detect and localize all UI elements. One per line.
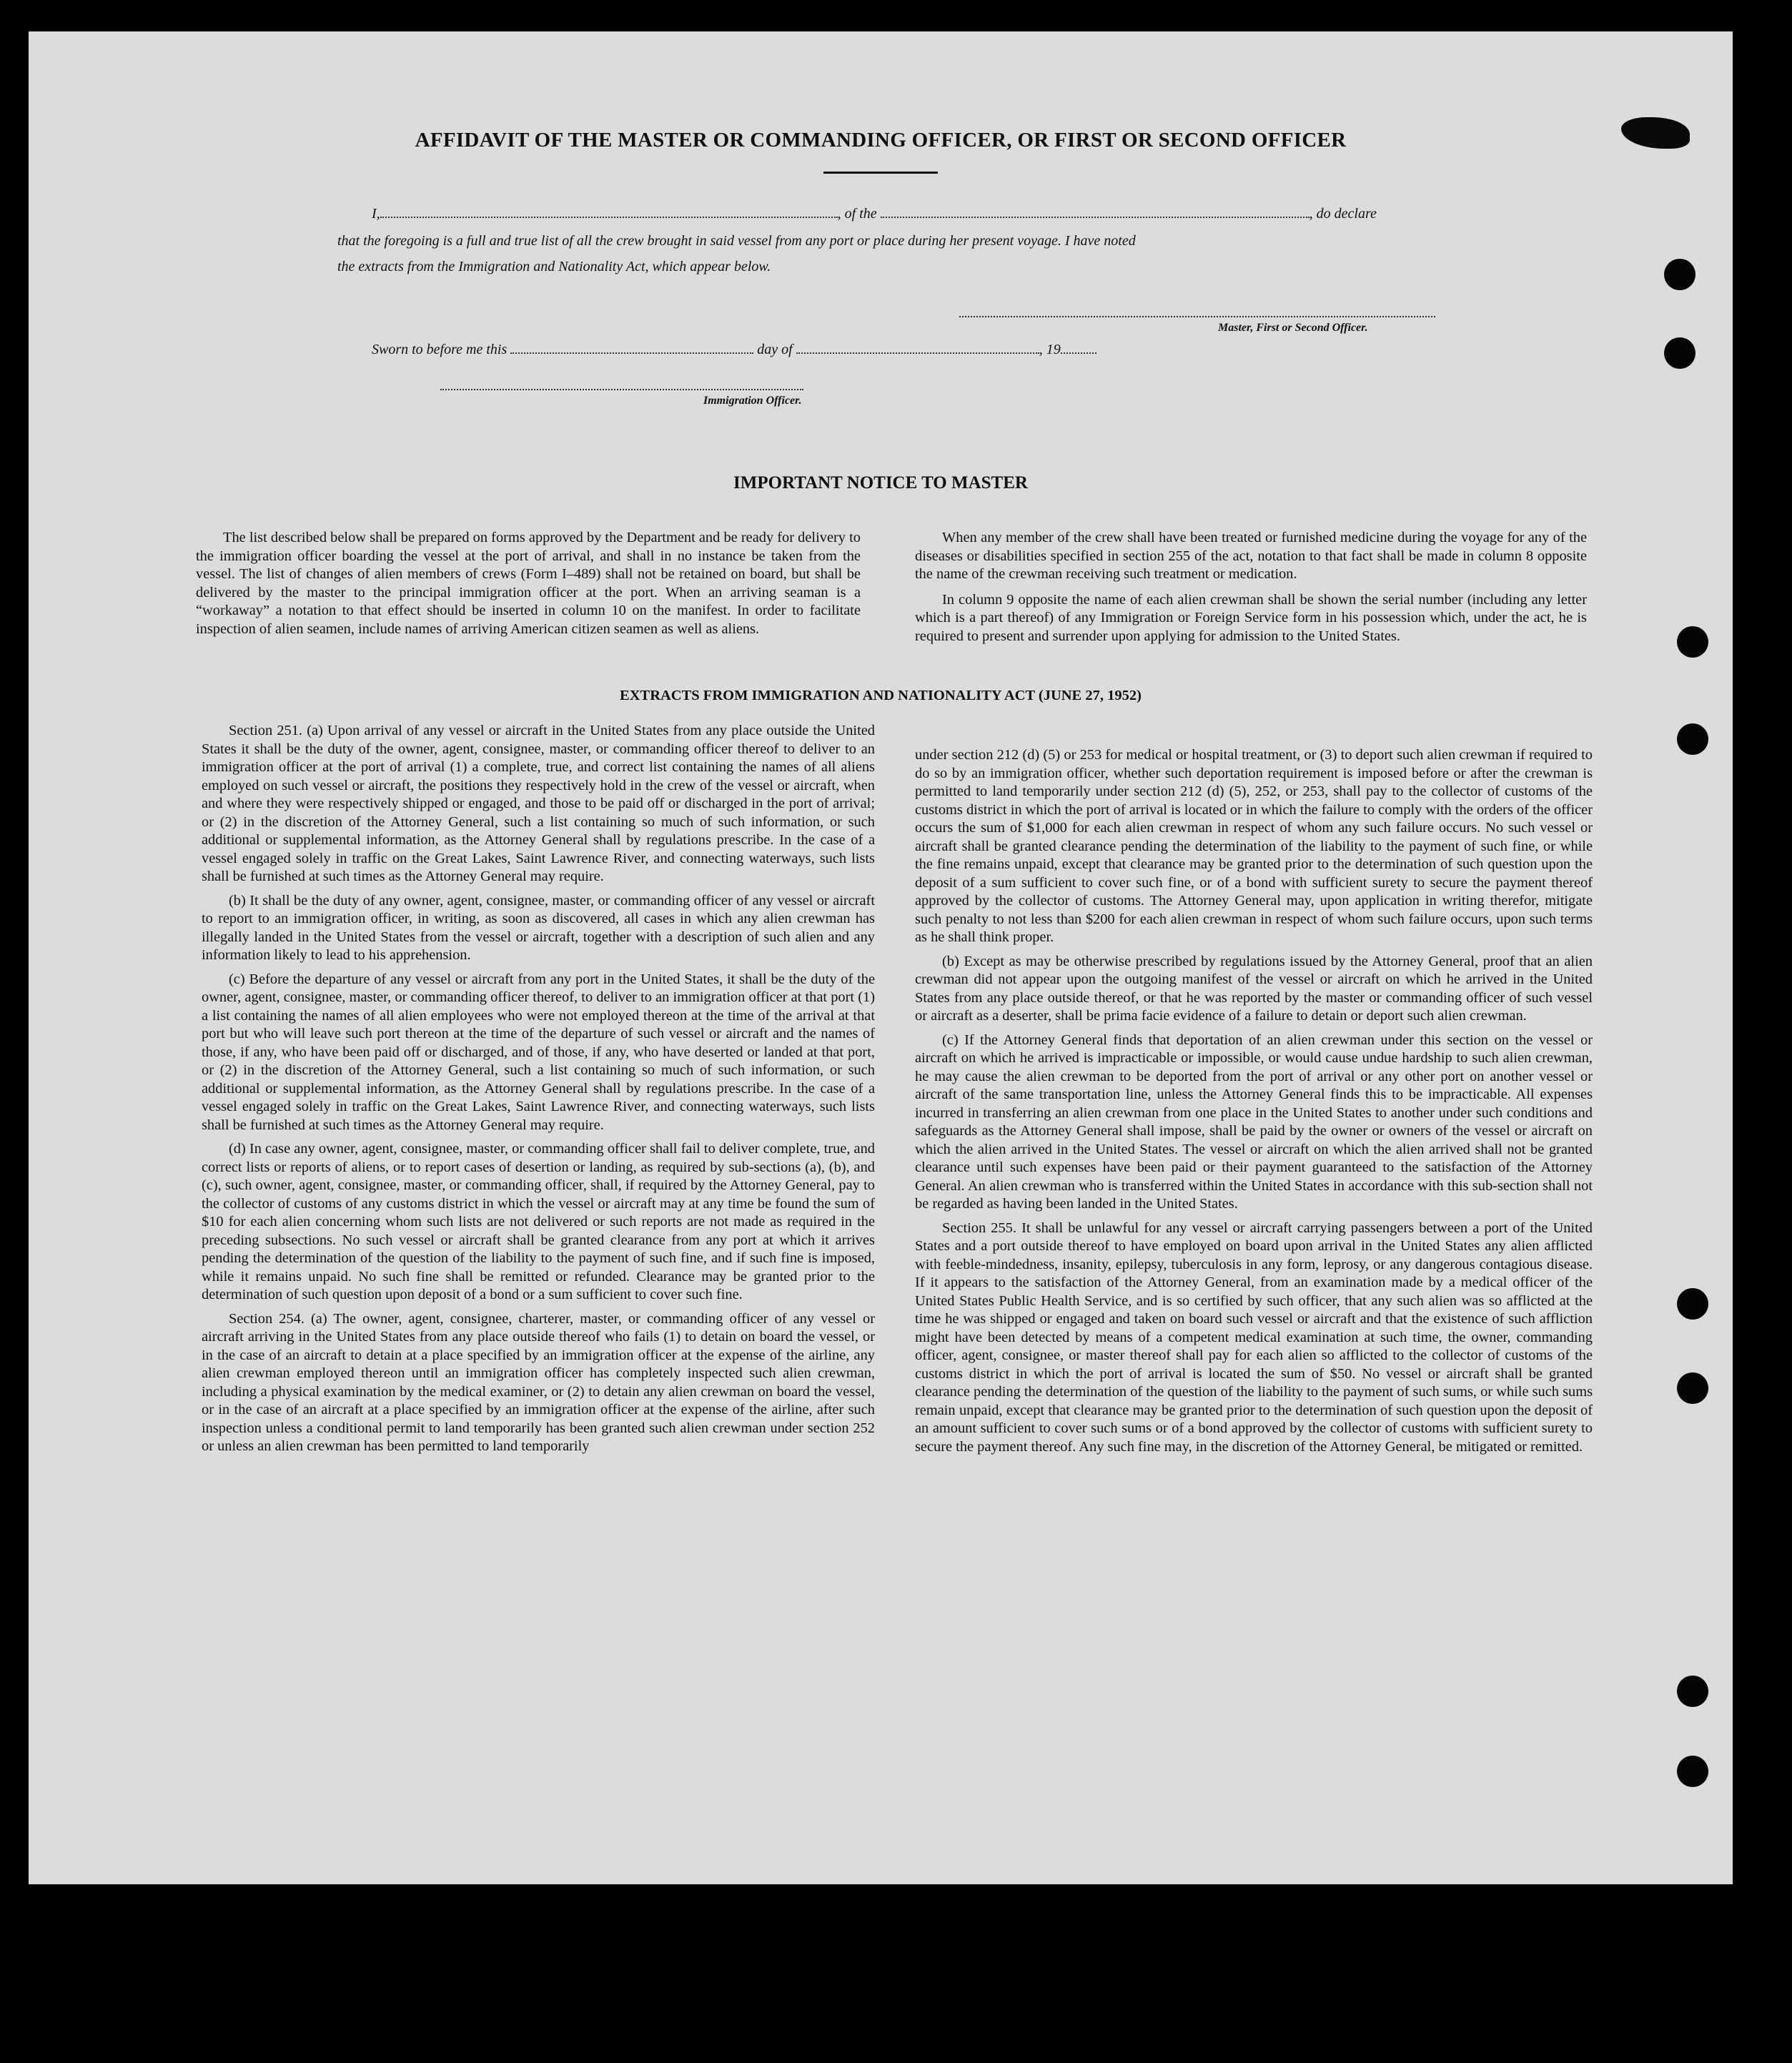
sworn-year-blank[interactable] bbox=[1061, 352, 1097, 354]
section-paragraph: (b) It shall be the duty of any owner, agent, consignee, master, or commanding officer of any vessel or aircraft to report to an immigration officer, in writing, as soon as discovered, all cases in which any alien crewman has illegally landed in the United States from the vessel or aircraft, together with a description of such alien and any information likely to lead to his apprehension. bbox=[202, 892, 875, 963]
notice-paragraph: The list described below shall be prepared on forms approved by the Department and be ready for delivery to the immigration officer boarding the vessel at the port of arrival, and shall in no instance be taken from the vessel. The list of changes of alien members of crews (Form I–489) shall not be retained on board, but shall be delivered by the master to the principal immigration officer at the port. When an arriving seaman is a “workaway” a notation to that effect should be inserted in column 10 on the manifest. In order to facilitate inspection of alien seamen, include names of arriving American citizen seamen as well as aliens. bbox=[196, 530, 861, 637]
section-paragraph: under section 212 (d) (5) or 253 for medical or hospital treatment, or (3) to deport such alien crewman if required to do so by an immigration officer, whether such deportation requirement is imposed before or after the crewman is permitted to land temporarily under section 212 (d) (5), 252, or 253, shall pay to the collector of customs of the customs district in which the port of arrival is located or in which the failure to comply with the orders of the officer occurs the sum of $1,000 for each alien crewman in respect of whom any such failure occurs. No such vessel or aircraft shall be granted clearance pending the determination of the liability to the payment of such fine, or while the fine remains unpaid, except that clearance may be granted prior to the determination of such question upon the deposit of a sum sufficient to cover such fine, or of a bond with sufficient surety to secure the payment thereof approved by the collector of customs. The Attorney General may, upon application in writing therefor, mitigate such penalty to not less than $200 for each alien crewman in respect of whom such failure occurs, upon such terms as he shall think proper. bbox=[915, 747, 1593, 945]
vessel-blank[interactable] bbox=[881, 217, 1310, 218]
punch-hole bbox=[1677, 1676, 1708, 1707]
declare-i: I, bbox=[372, 206, 380, 222]
declare-end: , do declare bbox=[1309, 206, 1377, 222]
punch-hole bbox=[1677, 1756, 1708, 1787]
notice-paragraph: In column 9 opposite the name of each alien crewman shall be shown the serial number (including any letter which is a part thereof) of any Immigration or Foreign Service form in his possession which, under the act, he is required to present and surrender upon applying for admission to the United States. bbox=[915, 591, 1587, 644]
sworn-day-blank[interactable] bbox=[510, 352, 753, 354]
notice-right-column bbox=[915, 529, 1587, 653]
sworn-prefix: Sworn to before me this bbox=[372, 342, 508, 357]
section-paragraph: Section 255. It shall be unlawful for any vessel or aircraft carrying passengers between a port of the United States and a port outside thereof to have employed on board upon arrival in the United States any alien afflicted with feeble-mindedness, insanity, epilepsy, tuberculosis in any form, leprosy, or any dangerous contagious disease. If it appears to the satisfaction of the Attorney General, from an examination made by a medical officer of the United States Public Health Service, and is so certified by such officer, that any such alien was so afflicted at the time he was shipped or engaged and taken on board such vessel or aircraft and that the existence of such affliction might have been detected by means of a competent medical examination at such time, the owner, commanding officer, agent, consignee, or master thereof shall pay for each alien so afflicted to the collector of customs of the customs district in which the port of arrival is located the sum of $50. No vessel or aircraft shall be granted clearance pending the determination of the question of the liability to the payment of such sums, or while such sums remain unpaid, except that clearance may be granted prior to the determination of such question upon the deposit of an amount sufficient to cover such sums or of a bond approved by the collector of customs with sufficient surety to secure the payment thereof. Any such fine may, in the discretion of the Attorney General, be mitigated or remitted. bbox=[915, 1220, 1593, 1455]
extracts-right-column bbox=[915, 746, 1593, 1462]
affidavit-title: AFFIDAVIT OF THE MASTER OR COMMANDING OFFICER, OR FIRST OR SECOND OFFICER bbox=[415, 129, 1347, 152]
section-paragraph: (c) Before the departure of any vessel or aircraft from any port in the United States, it shall be the duty of the owner, agent, consignee, master, or commanding officer thereof, to deliver to an immigration officer at that port (1) a list containing the names of all alien employees who were not employed thereon at the time of the arrival at that port but who will leave such port thereon at the time of the departure of such vessel or aircraft and the names of those, if any, who have been paid off or discharged, and of those, if any, who have deserted or landed at that port, or (2) in the discretion of the Attorney General, such a list containing so much of such information, or such additional or supplemental information, as the Attorney General shall by regulations prescribe. In the case of a vessel engaged solely in traffic on the Great Lakes, Saint Lawrence River, and connecting waterways, such lists shall be furnished at such times as the Attorney General may require. bbox=[202, 971, 875, 1133]
sworn-year: , 19 bbox=[1039, 342, 1061, 357]
declaration-line-1 bbox=[372, 206, 1377, 222]
section-paragraph: Section 251. (a) Upon arrival of any vessel or aircraft in the United States from any place outside the United States it shall be the duty of the owner, agent, consignee, master, or commanding officer thereof to deliver to an immigration officer at the port of arrival (1) a complete, true, and correct list containing the names of all aliens employed on such vessel or aircraft, the positions they respectively hold in the crew of the vessel or aircraft, when and where they were respectively shipped or engaged, and those to be paid off or discharged in the port of arrival; or (2) in the discretion of the Attorney General, such a list containing so much of such information, or such additional or supplemental information, as the Attorney General shall by regulations prescribe. In the case of a vessel engaged solely in traffic on the Great Lakes, Saint Lawrence River, and connecting waterways, such lists shall be furnished at such times as the Attorney General may require. bbox=[202, 723, 875, 884]
punch-hole bbox=[1677, 626, 1708, 658]
declaration-line-2: that the foregoing is a full and true list of all the crew brought in said vessel from any port or place during her present voyage. I have noted bbox=[337, 233, 1136, 249]
punch-hole bbox=[1677, 1372, 1708, 1404]
notice-title: IMPORTANT NOTICE TO MASTER bbox=[733, 473, 1028, 493]
declaration-line-3: the extracts from the Immigration and Nationality Act, which appear below. bbox=[337, 259, 771, 274]
section-paragraph: (b) Except as may be otherwise prescribed by regulations issued by the Attorney General, proof that an alien crewman did not appear upon the outgoing manifest of the vessel or aircraft on which he arrived in the United States from any place outside thereof, or that he was reported by the master or commanding officer of such vessel or aircraft as a deserter, shall be prima facie evidence of a failure to detain or deport such alien crewman. bbox=[915, 953, 1593, 1024]
punch-hole bbox=[1664, 259, 1696, 290]
punch-hole bbox=[1664, 337, 1696, 369]
document-page bbox=[29, 31, 1733, 1884]
notice-paragraph: When any member of the crew shall have been treated or furnished medicine during the voyage for any of the diseases or disabilities specified in section 255 of the act, notation to that fact shall be made in column 8 opposite the name of the crewman receiving such treatment or medication. bbox=[915, 530, 1587, 582]
sworn-month-blank[interactable] bbox=[796, 352, 1039, 354]
punch-hole bbox=[1677, 1288, 1708, 1320]
sworn-day-of: day of bbox=[757, 342, 793, 357]
punch-hole bbox=[1677, 723, 1708, 755]
master-caption: Master, First or Second Officer. bbox=[1218, 322, 1368, 334]
declare-of-the: , of the bbox=[837, 206, 877, 222]
officer-caption: Immigration Officer. bbox=[703, 395, 802, 407]
section-paragraph: (d) In case any owner, agent, consignee, master, or commanding officer shall fail to deliver complete, true, and correct lists or reports of aliens, or to report cases of desertion or landing, as required by sub-sections (a), (b), and (c), such owner, agent, consignee, master, or commanding officer, shall, if required by the Attorney General, pay to the collector of customs of any customs district in which the vessel or aircraft may at any time be found the sum of $10 for each alien concerning whom such lists are not delivered or such reports are not made as required in the preceding subsections. No such vessel or aircraft shall be granted clearance from any port at which it arrives pending the determination of the question of the liability to the payment of such fine, and if such fine is imposed, while it remains unpaid. No such fine shall be remitted or refunded. Clearance may be granted prior to the determination of such question upon deposit of a bond or a sum sufficient to cover such fine. bbox=[202, 1141, 875, 1302]
sworn-line bbox=[372, 342, 1097, 358]
master-signature-line[interactable] bbox=[959, 316, 1435, 317]
officer-signature-line[interactable] bbox=[440, 389, 803, 390]
section-paragraph: Section 254. (a) The owner, agent, consignee, charterer, master, or commanding officer of any vessel or aircraft arriving in the United States from any place outside thereof who fails (1) to detain on board the vessel, or in the case of an aircraft to detain at a place specified by an immigration officer at the expense of the airline, any alien crewman employed thereon until an immigration officer has completely inspected such alien crewman, including a physical examination by the medical examiner, or (2) to detain any alien crewman on board the vessel, or in the case of an aircraft at a place specified by an immigration officer at the expense of the airline, after such inspection unless a conditional permit to land temporarily has been granted such alien crewman under section 252 or unless an alien crewman has been permitted to land temporarily bbox=[202, 1310, 875, 1454]
extracts-left-column bbox=[202, 722, 875, 1462]
name-blank[interactable] bbox=[380, 217, 838, 218]
section-paragraph: (c) If the Attorney General finds that deportation of an alien crewman under this section on the vessel or aircraft on which he arrived is impracticable or impossible, or would cause undue hardship to such alien crewman, he may cause the alien crewman to be deported from the port of arrival or any other port on another vessel or aircraft of the same transportation line, unless the Attorney General finds this to be impracticable. All expenses incurred in transferring an alien crewman from one place in the United States to another under such conditions and safeguards as the Attorney General shall impose, shall be paid by the owner or owners of the vessel or aircraft on which the alien arrived in the United States. The vessel or aircraft on which the alien arrived shall not be granted clearance until such expenses have been paid or their payment guaranteed to the satisfaction of the Attorney General. An alien crewman who is transferred within the United States in accordance with this sub-section shall not be regarded as having been landed in the United States. bbox=[915, 1032, 1593, 1212]
notice-left-column bbox=[196, 529, 861, 645]
extracts-title: EXTRACTS FROM IMMIGRATION AND NATIONALITY ACT (JUNE 27, 1952) bbox=[620, 688, 1142, 703]
title-underline bbox=[823, 172, 938, 174]
